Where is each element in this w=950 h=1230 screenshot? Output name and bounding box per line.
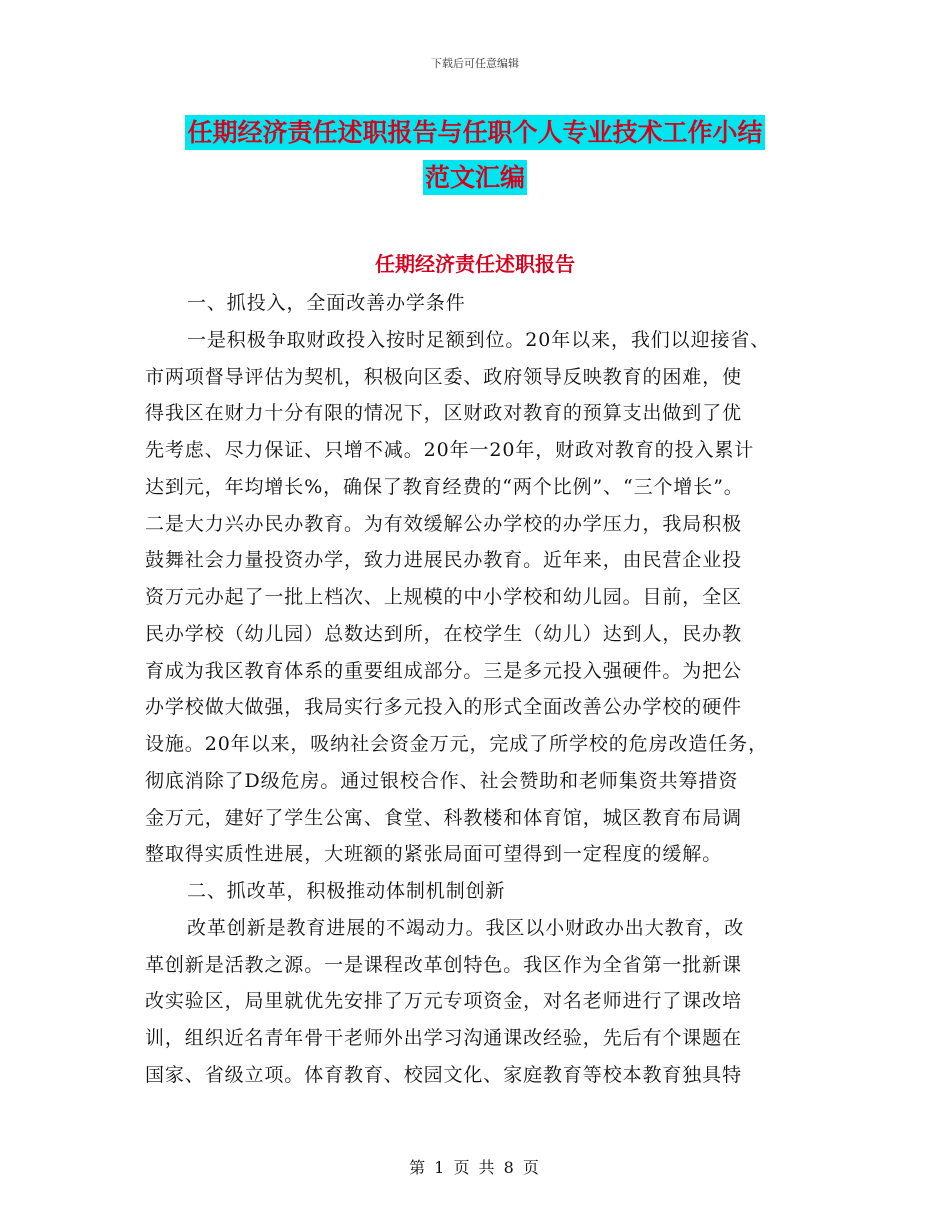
text-line: 鼓舞社会力量投资办学，致力进展民办教育。近年来，由民营企业投 [145,549,743,572]
text-line: 二是大力兴办民办教育。为有效缓解公办学校的办学压力，我局积极 [145,512,743,535]
text-line: 革创新是活教之源。一是课程改革创特色。我区作为全省第一批新课 [145,953,743,976]
text-line: 办学校做大做强，我局实行多元投入的形式全面改善公办学校的硬件 [145,696,743,719]
text-line: 育成为我区教育体系的重要组成部分。三是多元投入强硬件。为把公 [145,659,743,682]
text-line: 金万元，建好了学生公寓、食堂、科教楼和体育馆，城区教育布局调 [145,806,743,829]
header-note: 下载后可任意编辑 [431,57,519,70]
text-line: 国家、省级立项。体育教育、校园文化、家庭教育等校本教育独具特 [145,1063,743,1086]
text-line: 彻底消除了D级危房。通过银校合作、社会赞助和老师集资共筹措资 [145,769,739,792]
text-line: 二、抓改革，积极推动体制机制创新 [187,880,506,902]
body-text [145,285,835,1094]
text-line: 资万元办起了一批上档次、上规模的中小学校和幼儿园。目前，全区 [145,586,743,608]
document-title-line-1 [0,113,950,149]
section-title: 任期经济责任述职报告 [375,252,575,276]
text-line: 先考虑、尽力保证、只增不减。20年一20年，财政对教育的投入累计 [145,439,755,461]
document-title-line-2 [0,158,950,194]
text-line: 得我区在财力十分有限的情况下，区财政对教育的预算支出做到了优 [145,402,743,425]
text-line: 设施。20年以来，吸纳社会资金万元，完成了所学校的危房改造任务， [145,733,768,755]
text-line: 整取得实质性进展，大班额的紧张局面可望得到一定程度的缓解。 [145,843,723,866]
title-highlight-2: 范文汇编 [423,160,527,195]
title-highlight-1: 任期经济责任述职报告与任职个人专业技术工作小结 [185,115,764,150]
text-line: 民办学校（幼儿园）总数达到所，在校学生（幼儿）达到人，民办教 [145,622,743,645]
text-line: 改实验区，局里就优先安排了万元专项资金，对名老师进行了课改培 [145,990,743,1013]
text-line: 市两项督导评估为契机，积极向区委、政府领导反映教育的困难，使 [145,365,743,388]
text-line: 一是积极争取财政投入按时足额到位。20年以来，我们以迎接省、 [187,328,771,351]
text-line: 达到元，年均增长%，确保了教育经费的“两个比例”、“三个增长”。 [145,475,744,498]
page-footer: 第 1 页 共 8 页 [409,1158,541,1177]
text-line: 改革创新是教育进展的不竭动力。我区以小财政办出大教育，改 [187,916,745,939]
text-line: 一、抓投入，全面改善办学条件 [187,292,466,314]
text-line: 训，组织近名青年骨干老师外出学习沟通课改经验，先后有个课题在 [145,1027,743,1049]
